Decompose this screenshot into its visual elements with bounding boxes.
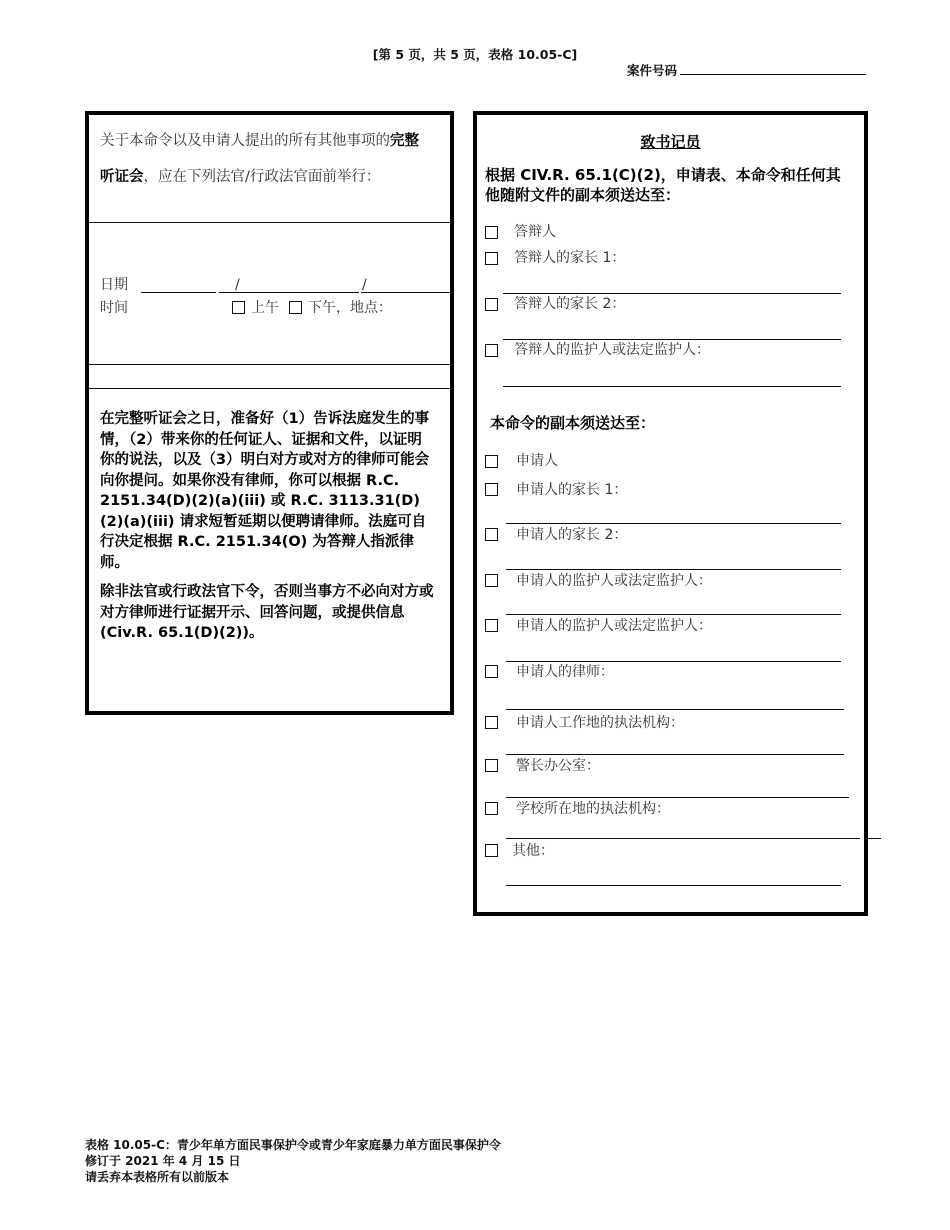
- workplace-law-enforcement-field[interactable]: [506, 754, 844, 755]
- clerk-box: [473, 111, 868, 916]
- petitioner-guardian1-field[interactable]: [506, 614, 841, 615]
- service-item-label: 答辩人的家长 2：: [514, 296, 626, 312]
- respondent-parent2-checkbox[interactable]: [485, 298, 498, 311]
- copy-item-label: 申请人: [516, 453, 558, 469]
- divider: [89, 388, 450, 389]
- hearing-instructions: 在完整听证会之日，准备好（1）告诉法庭发生的事情，（2）带来你的任何证人、证据和文件，以证明你的说法，以及（3）明白对方或对方的律师可能会向你提问。如果你没有律师，你可以根据 R.C. 2151.34(D)(2)(a)(iii) 或 R.C. 3113.31(D)(2)(a)(iii) 请求短暂延期以便聘请律师。法庭可自行决定根据 R.C. 2151.34(O) 为答辩人指派律师。: [100, 411, 430, 571]
- case-number-label: 案件号码: [627, 63, 678, 78]
- copy-item-label: 申请人的家长 1：: [516, 482, 628, 498]
- pm-checkbox[interactable]: [289, 301, 302, 314]
- service-instruction: 根据 CIV.R. 65.1(C)(2)，申请表、本命令和任何其他随附文件的副本须送达至：: [485, 166, 841, 204]
- divider: [864, 838, 881, 839]
- date-separator: /: [235, 277, 240, 293]
- respondent-guardian-field[interactable]: [503, 386, 841, 387]
- hearing-box: [85, 111, 454, 715]
- petitioner-attorney-checkbox[interactable]: [485, 665, 498, 678]
- respondent-checkbox[interactable]: [485, 226, 498, 239]
- hearing-intro-line2: 听证会，应在下列法官/行政法官面前举行：: [100, 169, 381, 185]
- school-law-enforcement-field[interactable]: [506, 838, 860, 839]
- petitioner-parent2-field[interactable]: [506, 569, 841, 570]
- copy-item-label: 学校所在地的执法机构：: [516, 801, 670, 817]
- am-checkbox[interactable]: [232, 301, 245, 314]
- service-item-label: 答辩人的家长 1：: [514, 250, 626, 266]
- petitioner-guardian1-checkbox[interactable]: [485, 574, 498, 587]
- petitioner-parent2-checkbox[interactable]: [485, 528, 498, 541]
- school-law-enforcement-checkbox[interactable]: [485, 802, 498, 815]
- date-year-field[interactable]: [361, 292, 450, 293]
- hearing-intro-line1: 关于本命令以及申请人提出的所有其他事项的完整: [100, 133, 419, 149]
- copy-item-label: 申请人的律师：: [516, 664, 614, 680]
- divider: [89, 222, 450, 223]
- workplace-law-enforcement-checkbox[interactable]: [485, 716, 498, 729]
- other-checkbox[interactable]: [485, 844, 498, 857]
- petitioner-attorney-field[interactable]: [506, 709, 844, 710]
- copy-item-label: 申请人的监护人或法定监护人：: [516, 618, 712, 634]
- service-item-label: 答辩人: [514, 224, 556, 240]
- petitioner-parent1-checkbox[interactable]: [485, 483, 498, 496]
- discovery-note: 除非法官或行政法官下令，否则当事方不必向对方或对方律师进行证据开示、回答问题，或提供信息 (Civ.R. 65.1(D)(2))。: [100, 584, 434, 641]
- copy-item-label: 申请人的家长 2：: [516, 527, 628, 543]
- sheriff-office-checkbox[interactable]: [485, 759, 498, 772]
- page-info: [第 5 页，共 5 页，表格 10.05-C]: [372, 47, 578, 62]
- pm-location-label: 下午，地点：: [308, 300, 392, 316]
- sheriff-office-field[interactable]: [506, 797, 849, 798]
- copy-item-label: 申请人工作地的执法机构：: [516, 715, 684, 731]
- date-label: 日期: [100, 277, 128, 293]
- respondent-parent1-checkbox[interactable]: [485, 252, 498, 265]
- respondent-guardian-checkbox[interactable]: [485, 344, 498, 357]
- other-field[interactable]: [506, 885, 841, 886]
- copy-item-label: 其他：: [512, 843, 554, 859]
- date-month-field[interactable]: [141, 292, 216, 293]
- date-separator: /: [362, 277, 367, 293]
- petitioner-parent1-field[interactable]: [506, 523, 841, 524]
- case-number-field[interactable]: [680, 74, 866, 75]
- time-label: 时间: [100, 300, 128, 316]
- copies-heading: 本命令的副本须送达至：: [490, 414, 656, 432]
- copy-item-label: 申请人的监护人或法定监护人：: [516, 573, 712, 589]
- clerk-title: 致书记员: [640, 133, 701, 151]
- petitioner-guardian2-checkbox[interactable]: [485, 619, 498, 632]
- date-day-field[interactable]: [219, 292, 359, 293]
- discard-note: 请丢弃本表格所有以前版本: [85, 1170, 230, 1184]
- petitioner-checkbox[interactable]: [485, 455, 498, 468]
- copy-item-label: 警长办公室：: [516, 758, 600, 774]
- service-item-label: 答辩人的监护人或法定监护人：: [514, 342, 710, 358]
- divider: [89, 364, 450, 365]
- am-label: 上午: [251, 300, 279, 316]
- revised-date: 修订于 2021 年 4 月 15 日: [85, 1154, 241, 1168]
- form-title: 表格 10.05-C：青少年单方面民事保护令或青少年家庭暴力单方面民事保护令: [85, 1138, 501, 1152]
